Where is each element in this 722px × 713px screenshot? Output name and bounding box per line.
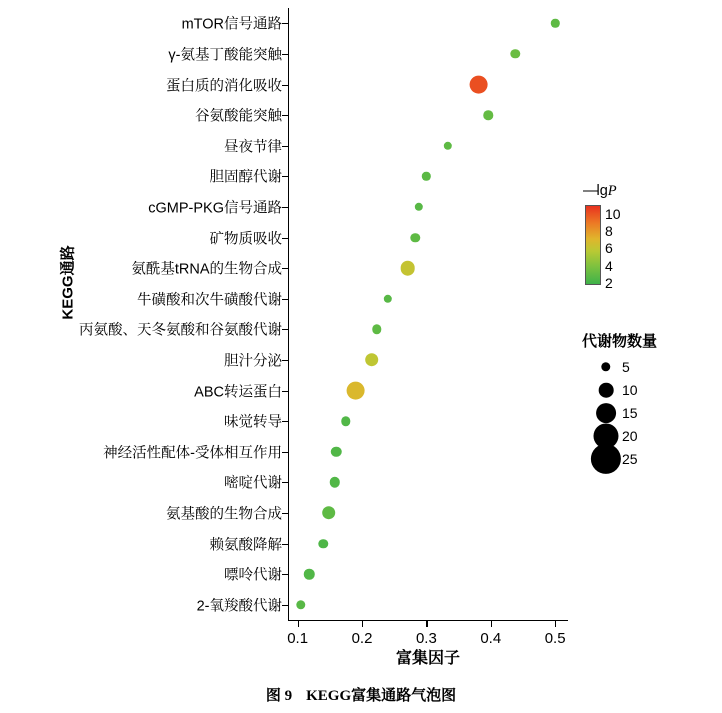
colorbar-tick-label: 8 — [605, 223, 613, 239]
x-axis-tick-label: 0.5 — [544, 630, 566, 647]
y-axis-tick-label: 味觉转导 — [224, 414, 282, 431]
y-axis-tick-label: 谷氨酸能突触 — [195, 108, 282, 125]
y-axis-tick-label: γ-氨基丁酸能突触 — [168, 47, 282, 64]
y-axis-tick — [282, 146, 288, 147]
size-legend-label: 5 — [622, 359, 630, 375]
colorbar-gradient — [585, 205, 601, 285]
bubble-point — [319, 539, 328, 548]
y-axis-tick — [282, 207, 288, 208]
y-axis-tick-label: ABC转运蛋白 — [194, 384, 282, 400]
y-axis-title: KEGG通路 — [59, 245, 77, 320]
x-axis-tick — [491, 621, 492, 627]
size-legend-dot — [601, 362, 610, 371]
colorbar-dash: — — [583, 183, 597, 199]
x-axis-tick — [298, 621, 299, 627]
size-legend — [570, 330, 710, 510]
y-axis-tick — [282, 544, 288, 545]
y-axis-tick-label: 神经活性配体-受体相互作用 — [103, 445, 282, 462]
bubble-point — [304, 569, 314, 579]
y-axis-tick — [282, 513, 288, 514]
y-axis-tick-label: 嘌呤代谢 — [224, 567, 282, 584]
y-axis-tick-label: 牛磺酸和次牛磺酸代谢 — [137, 292, 282, 309]
y-axis-tick — [282, 391, 288, 392]
y-axis-line — [288, 8, 289, 620]
y-axis-tick-label: cGMP-PKG信号通路 — [148, 200, 282, 217]
size-legend-title: 代谢物数量 — [582, 333, 658, 350]
colorbar-p: P — [607, 183, 617, 199]
y-axis-tick — [282, 238, 288, 239]
size-legend-label: 20 — [622, 428, 638, 444]
bubble-point — [469, 75, 488, 94]
y-axis-tick-label: 赖氨酸降解 — [209, 537, 282, 553]
bubble-point — [296, 600, 305, 609]
figure-caption-text: KEGG富集通路气泡图 — [306, 688, 457, 704]
y-axis-tick-label: 昼夜节律 — [224, 139, 282, 156]
bubble-point — [331, 446, 341, 456]
size-legend-dot — [599, 383, 614, 398]
size-legend-item — [570, 448, 710, 470]
bubble-point — [422, 172, 430, 180]
y-axis-tick — [282, 574, 288, 575]
size-legend-label: 25 — [622, 451, 638, 467]
y-axis-tick-label: 2-氧羧酸代谢 — [196, 598, 282, 615]
y-axis-tick-label: 丙氨酸、天冬氨酸和谷氨酸代谢 — [79, 322, 282, 339]
x-axis-tick-label: 0.4 — [480, 630, 502, 647]
plot-area — [287, 8, 568, 647]
y-axis-tick — [282, 421, 288, 422]
size-legend-item — [570, 379, 710, 401]
bubble-point — [443, 141, 451, 149]
colorbar-title — [583, 183, 617, 200]
figure-caption — [0, 684, 722, 705]
colorbar-legend — [583, 183, 703, 293]
y-axis-tick-label: 氨基酸的生物合成 — [166, 506, 282, 523]
bubble-point — [483, 110, 492, 119]
colorbar-tick-label: 10 — [605, 205, 621, 222]
bubble-point — [346, 381, 365, 400]
y-axis-tick — [282, 268, 288, 269]
y-axis-tick-label: 胆固醇代谢 — [209, 169, 282, 186]
x-axis-tick-label: 0.2 — [351, 630, 373, 647]
y-axis-tick-label: mTOR信号通路 — [181, 16, 282, 33]
y-axis-tick — [282, 452, 288, 453]
colorbar-tick-label: 2 — [605, 275, 613, 291]
y-axis-tick-label: 胆汁分泌 — [224, 353, 282, 370]
bubble-point — [384, 294, 392, 302]
bubble-point — [400, 261, 415, 276]
y-axis-tick — [282, 605, 288, 606]
size-legend-dot — [591, 444, 621, 474]
y-axis-tick-label: 嘧啶代谢 — [224, 475, 282, 492]
y-axis-tick — [282, 23, 288, 24]
x-axis-tick-label: 0.1 — [287, 630, 309, 647]
y-axis-tick — [282, 115, 288, 116]
size-legend-item — [570, 425, 710, 447]
bubble-point — [341, 416, 350, 425]
x-axis-tick — [555, 621, 556, 627]
bubble-point — [322, 506, 336, 520]
colorbar-tick-label: 6 — [605, 240, 613, 257]
x-axis-tick — [426, 621, 427, 627]
y-axis-tick-label: 氨酰基tRNA的生物合成 — [131, 261, 282, 278]
y-axis-tick-labels — [60, 8, 282, 620]
size-legend-dot — [596, 403, 616, 423]
colorbar-tick-label: 4 — [605, 257, 613, 274]
size-legend-item — [570, 356, 710, 378]
bubble-point — [414, 203, 422, 211]
y-axis-tick — [282, 482, 288, 483]
y-axis-tick — [282, 85, 288, 86]
x-axis-tick-label: 0.3 — [415, 630, 437, 647]
y-axis-tick-label: 矿物质吸收 — [209, 231, 282, 247]
y-axis-tick — [282, 176, 288, 177]
y-axis-tick — [282, 299, 288, 300]
bubble-point — [510, 49, 519, 58]
bubble-point — [551, 19, 559, 27]
x-axis-tick — [362, 621, 363, 627]
y-axis-tick — [282, 329, 288, 330]
y-axis-tick-label: 蛋白质的消化吸收 — [166, 78, 282, 94]
x-axis-line — [288, 620, 568, 621]
y-axis-tick — [282, 54, 288, 55]
x-axis-title: 富集因子 — [395, 650, 460, 667]
bubble-point — [330, 477, 340, 487]
size-legend-item — [570, 402, 710, 424]
size-legend-label: 15 — [622, 405, 638, 421]
bubble-point — [372, 325, 381, 334]
y-axis-tick — [282, 360, 288, 361]
bubble-point — [411, 233, 420, 242]
figure-number: 图 9 — [265, 688, 293, 704]
colorbar-lg: lg — [596, 183, 608, 199]
bubble-point — [365, 353, 379, 367]
size-legend-label: 10 — [622, 382, 638, 398]
